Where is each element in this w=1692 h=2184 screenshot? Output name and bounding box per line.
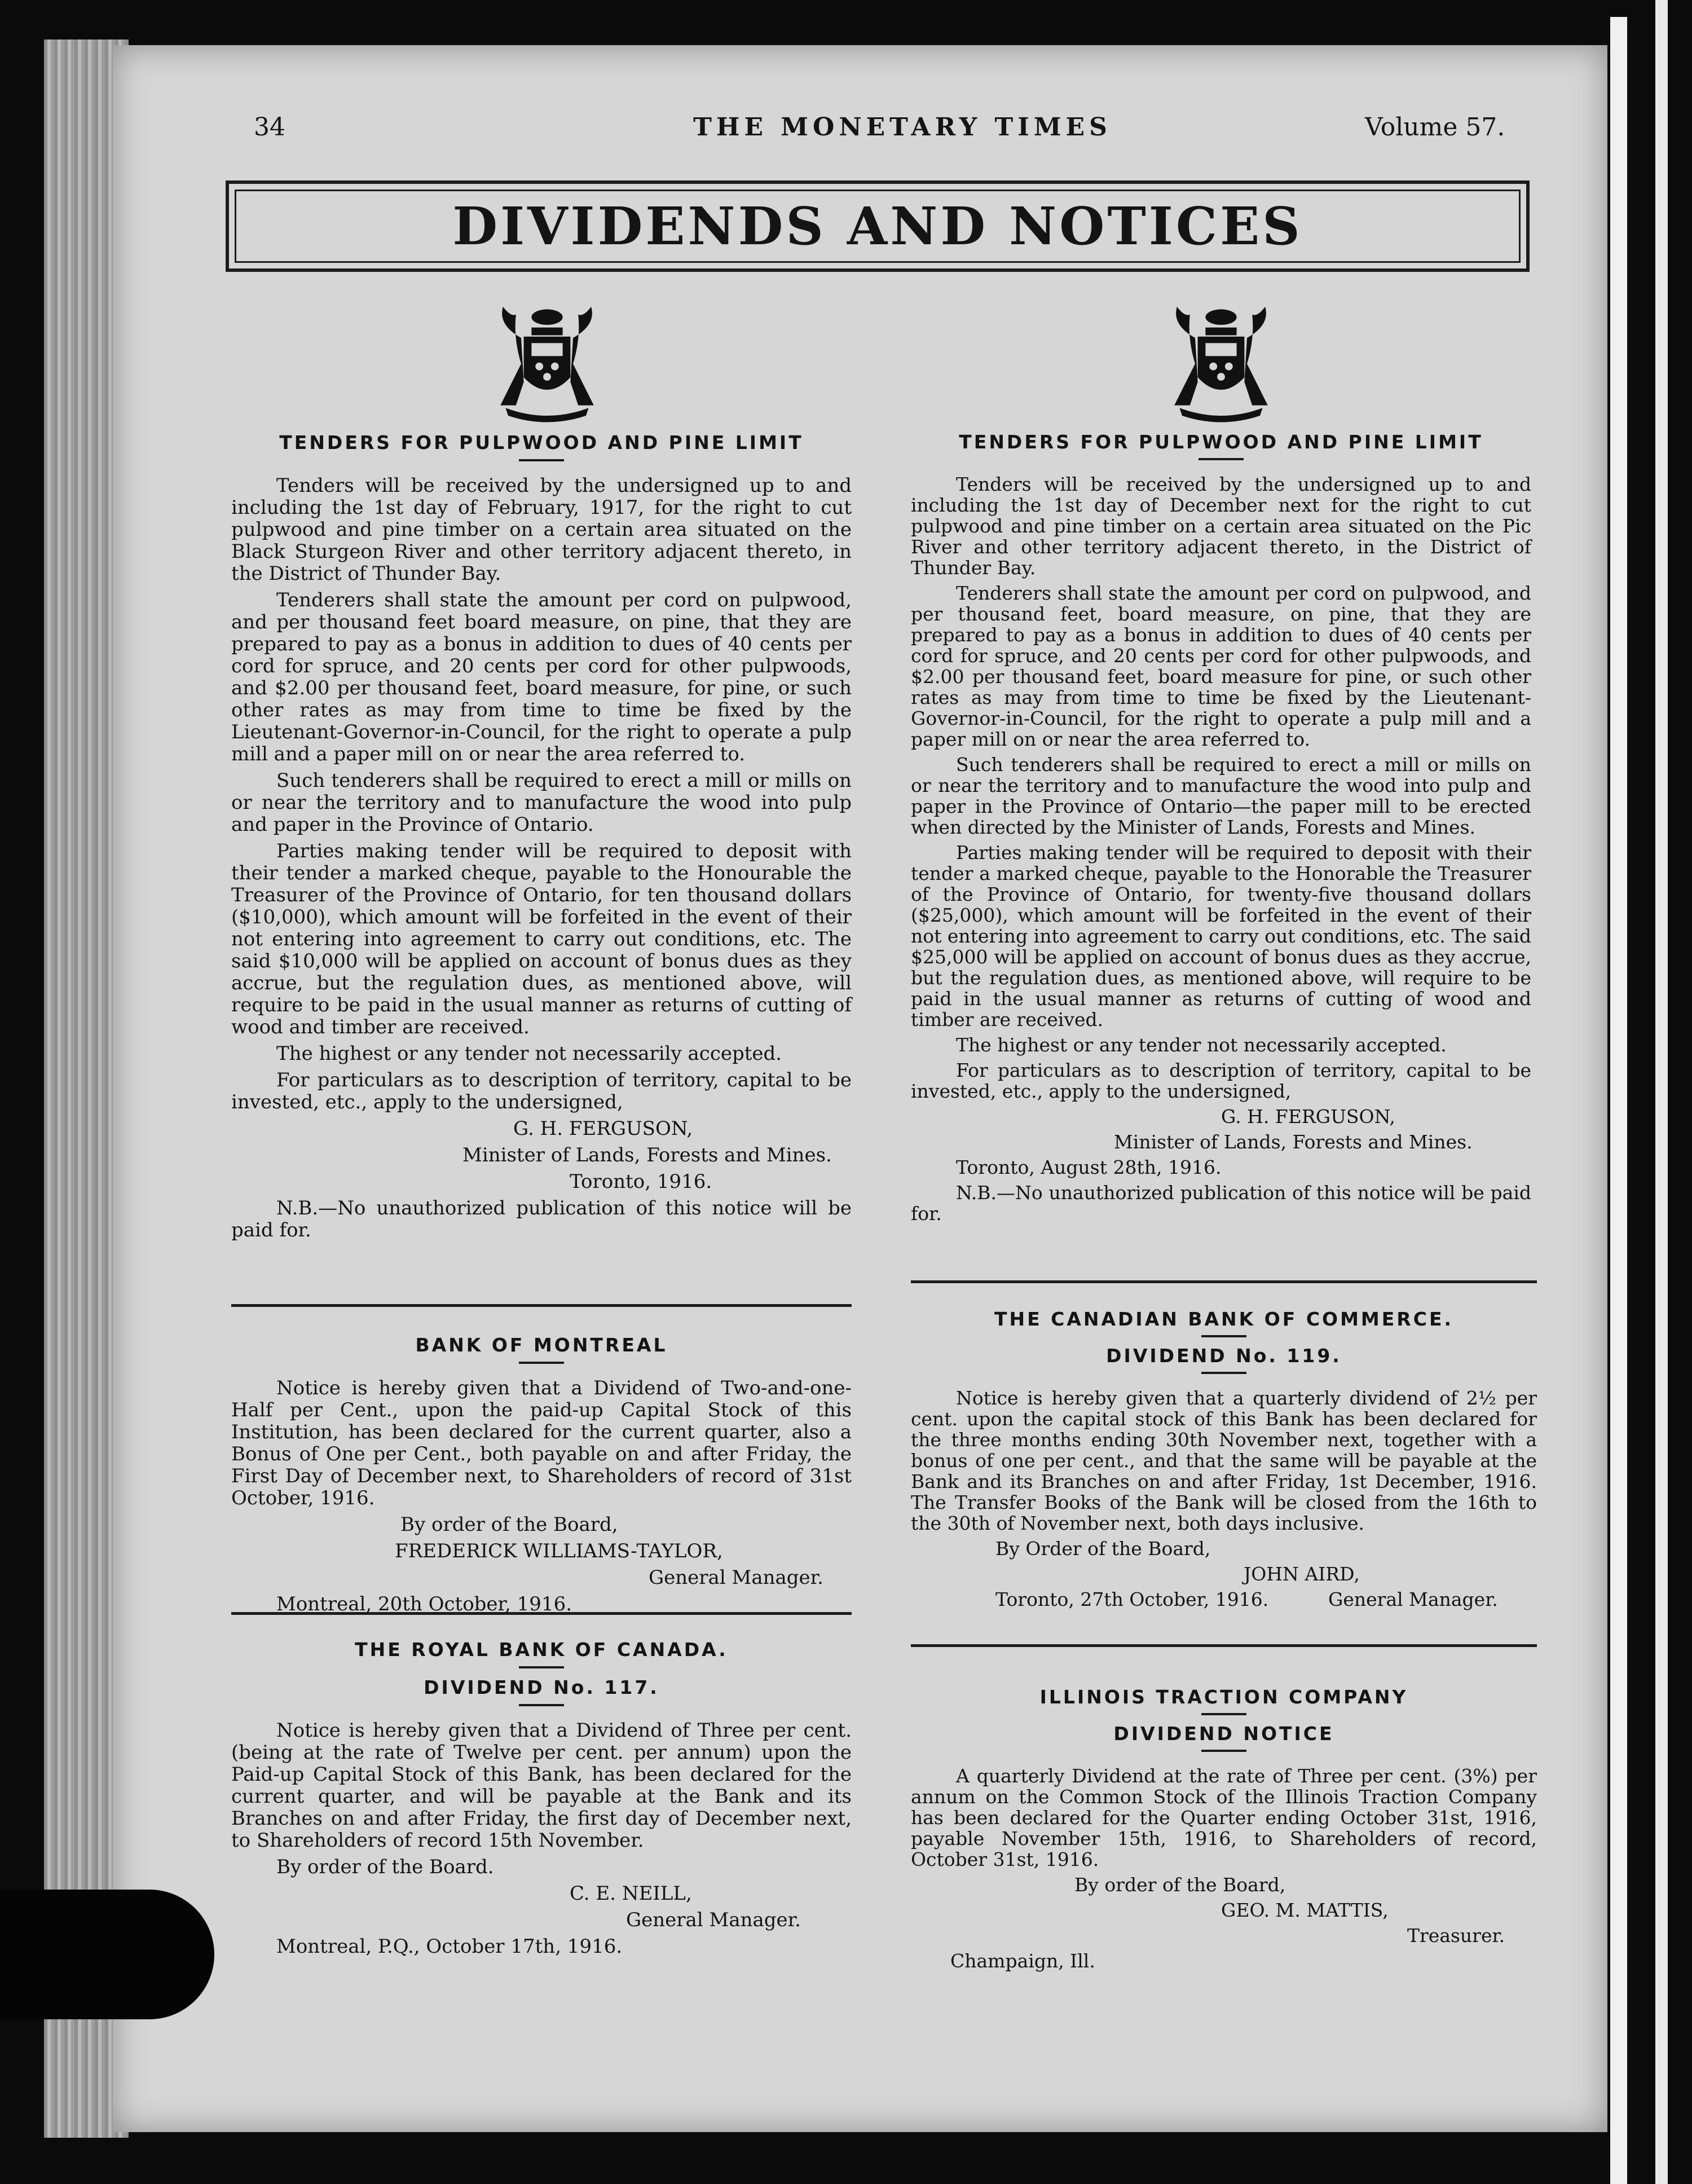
- notice-left: [231, 431, 852, 1241]
- notice-paragraph: Tenders will be received by the undersigned up to and including the 1st day of February, 1917, for the right to cut pulpwood and pine timber on a certain area situated on the Black Sturgeon River and other territory adjacent thereto, in the District of Thunder Bay.: [231, 474, 852, 585]
- signer-title: General Manager.: [649, 1566, 823, 1589]
- notice-paragraph: For particulars as to description of territory, capital to be invested, etc., apply to the undersigned,: [231, 1069, 852, 1113]
- banner-inner-frame: [235, 190, 1521, 263]
- ontario-coat-of-arms-icon: [482, 299, 612, 429]
- thumb-shadow: [0, 1890, 214, 2019]
- signer-title: Minister of Lands, Forests and Mines.: [462, 1144, 832, 1166]
- signer-title: General Manager.: [626, 1909, 801, 1931]
- place-date: Montreal, 20th October, 1916.: [276, 1593, 572, 1615]
- ontario-coat-of-arms-icon: [1156, 299, 1286, 429]
- signer-name: C. E. NEILL,: [570, 1882, 692, 1905]
- signer-name: JOHN AIRD,: [1244, 1563, 1360, 1585]
- signer-title: Minister of Lands, Forests and Mines.: [1114, 1131, 1473, 1153]
- notice-paragraph: The highest or any tender not necessarily accepted.: [956, 1034, 1447, 1056]
- by-order: By order of the Board,: [400, 1513, 618, 1536]
- section-rule: [911, 1644, 1537, 1647]
- by-order: By order of the Board.: [276, 1856, 494, 1878]
- dividend-number: DIVIDEND No. 119.: [1106, 1345, 1342, 1367]
- nb-note: N.B.—No unauthorized publication of this notice will be paid for.: [231, 1197, 852, 1241]
- place-date: Toronto, 27th October, 1916.: [995, 1588, 1269, 1610]
- notice-body: Notice is hereby given that a Dividend of Two-and-one-Half per Cent., upon the paid-up Capital Stock of this Institution, has been declared for the current quarter, also a Bonus of One per Cent., both payable on and after Friday, the First Day of December next, to Shareholders of record of 31st October, 1916.: [231, 1377, 852, 1509]
- signer-name: G. H. FERGUSON,: [513, 1117, 693, 1140]
- notice-paragraph: The highest or any tender not necessarily accepted.: [276, 1042, 782, 1065]
- book-spine-left: [1610, 17, 1627, 2184]
- heading-divider: [1201, 1372, 1246, 1374]
- heading-divider: [1201, 1713, 1246, 1715]
- notice-paragraph: Parties making tender will be required to deposit with their tender a marked cheque, payable to the Honourable the Treasurer of the Province of Ontario, for ten thousand dollars ($10,000), which amount will be forfeited in the event of their not entering into agreement to carry out conditions, etc. The said $10,000 will be applied on account of bonus dues as they accrue, but the regulation dues, as mentioned above, will require to be paid in the usual manner as returns of cutting of wood and timber are received.: [231, 840, 852, 1038]
- journal-title: THE MONETARY TIMES: [693, 113, 1112, 142]
- heading-divider: [519, 1666, 564, 1668]
- place-date: Toronto, August 28th, 1916.: [956, 1156, 1222, 1178]
- signer-name: FREDERICK WILLIAMS-TAYLOR,: [395, 1540, 723, 1562]
- royal-bank-notice: [231, 1639, 852, 1958]
- heading-divider: [519, 1704, 564, 1706]
- by-order: By order of the Board,: [1074, 1874, 1286, 1896]
- place-date: Montreal, P.Q., October 17th, 1916.: [276, 1935, 623, 1958]
- section-rule: [911, 1280, 1537, 1283]
- dividend-number: DIVIDEND No. 117.: [424, 1676, 659, 1698]
- bank-of-montreal-notice: [231, 1334, 852, 1615]
- notice-heading: TENDERS FOR PULPWOOD AND PINE LIMIT: [959, 431, 1483, 453]
- notice-body: A quarterly Dividend at the rate of Three per cent. (3%) per annum on the Common Stock of the Illinois Traction Company has been declared for the Quarter ending October 31st, 1916, payable November 15th, 1916, to Shareholders of record, October 31st, 1916.: [911, 1765, 1537, 1870]
- page-number: 34: [254, 113, 285, 142]
- banner-frame: [226, 180, 1530, 272]
- notice-right: [911, 431, 1531, 1224]
- section-rule: [231, 1304, 852, 1307]
- signer-title: Treasurer.: [1407, 1925, 1505, 1947]
- notice-paragraph: Tenderers shall state the amount per cord on pulpwood, and per thousand feet board measure, on pine, that they are prepared to pay as a bonus in addition to dues of 40 cents per cord for spruce, and 20 cents per cord for other pulpwoods, and $2.00 per thousand feet, board measure, for pine, or such other rates as may from time to time be fixed by the Lieutenant-Governor-in-Council, for the right to operate a pulp mill and a paper mill on or near the area referred to.: [231, 589, 852, 765]
- signer-name: GEO. M. MATTIS,: [1221, 1899, 1389, 1921]
- notice-heading: ILLINOIS TRACTION COMPANY: [1039, 1686, 1408, 1708]
- heading-divider: [1201, 1335, 1246, 1337]
- signer-name: G. H. FERGUSON,: [1221, 1106, 1395, 1128]
- notice-paragraph: Such tenderers shall be required to erect a mill or mills on or near the territory and to manufacture the wood into pulp and paper in the Province of Ontario.: [231, 769, 852, 836]
- dividend-notice-label: DIVIDEND NOTICE: [1113, 1723, 1334, 1745]
- book-spine-right: [1655, 0, 1668, 2184]
- nb-note: N.B.—No unauthorized publication of this notice will be paid for.: [911, 1182, 1531, 1225]
- place-date: Toronto, 1916.: [570, 1170, 712, 1193]
- notice-paragraph: For particulars as to description of territory, capital to be invested, etc., apply to the undersigned,: [911, 1059, 1531, 1102]
- notice-paragraph: Tenders will be received by the undersigned up to and including the 1st day of December next for the right to cut pulpwood and pine timber on a certain area situated on the Pic River and other territory adjacent thereto, in the District of Thunder Bay.: [911, 473, 1531, 579]
- notice-paragraph: Such tenderers shall be required to erect a mill or mills on or near the territory and to manufacture the wood into pulp and paper in the Province of Ontario—the paper mill to be erected when directed by the Minister of Lands, Forests and Mines.: [911, 754, 1531, 838]
- notice-heading: TENDERS FOR PULPWOOD AND PINE LIMIT: [279, 431, 804, 453]
- notice-paragraph: Tenderers shall state the amount per cord on pulpwood, and per thousand feet, board measure, on pine, that they are prepared to pay as a bonus in addition to dues of 40 cents per cord for spruce, and 20 cents per cord for other pulpwoods, and $2.00 per thousand feet, board measure for pine, or such other rates as may from time to time be fixed by the Lieutenant-Governor-in-Council, for the right to operate a pulp mill and a paper mill on or near the area referred to.: [911, 582, 1531, 750]
- notice-heading: THE ROYAL BANK OF CANADA.: [355, 1639, 728, 1661]
- illinois-traction-notice: [911, 1687, 1537, 1971]
- bank-of-commerce-notice: [911, 1309, 1537, 1610]
- notice-paragraph: Parties making tender will be required to deposit with their tender a marked cheque, payable to the Honorable the Treasurer of the Province of Ontario, for twenty-five thousand dollars ($25,000), which amount will be forfeited in the event of their not entering into agreement to carry out conditions, etc. The said $25,000 will be applied on account of bonus dues as they accrue, but the regulation dues, as mentioned above, will require to be paid in the usual manner as returns of cutting of wood and timber are received.: [911, 842, 1531, 1031]
- notice-body: Notice is hereby given that a Dividend of Three per cent. (being at the rate of Twelve per cent. per annum) upon the Paid-up Capital Stock of this Bank, has been declared for the current quarter, and will be payable at the Bank and its Branches on and after Friday, the first day of December next, to Shareholders of record 15th November.: [231, 1719, 852, 1852]
- volume-label: Volume 57.: [1365, 113, 1505, 142]
- heading-divider: [519, 1362, 564, 1364]
- notice-heading: THE CANADIAN BANK OF COMMERCE.: [994, 1308, 1454, 1330]
- notice-heading: BANK OF MONTREAL: [415, 1334, 668, 1356]
- heading-divider: [519, 459, 564, 461]
- place-label: Champaign, Ill.: [950, 1950, 1095, 1972]
- signer-title: General Manager.: [1328, 1588, 1498, 1610]
- notice-body: Notice is hereby given that a quarterly dividend of 2½ per cent. upon the capital stock of this Bank has been declared for the three months ending 30th November next, together with a bonus of one per cent., and that the same will be payable at the Bank and its Branches on and after Friday, 1st December, 1916. The Transfer Books of the Bank will be closed from the 16th to the 30th of November next, both days inclusive.: [911, 1387, 1537, 1534]
- by-order: By Order of the Board,: [995, 1538, 1211, 1560]
- banner-title: DIVIDENDS AND NOTICES: [452, 196, 1303, 257]
- heading-divider: [1201, 1750, 1246, 1752]
- heading-divider: [1198, 458, 1244, 460]
